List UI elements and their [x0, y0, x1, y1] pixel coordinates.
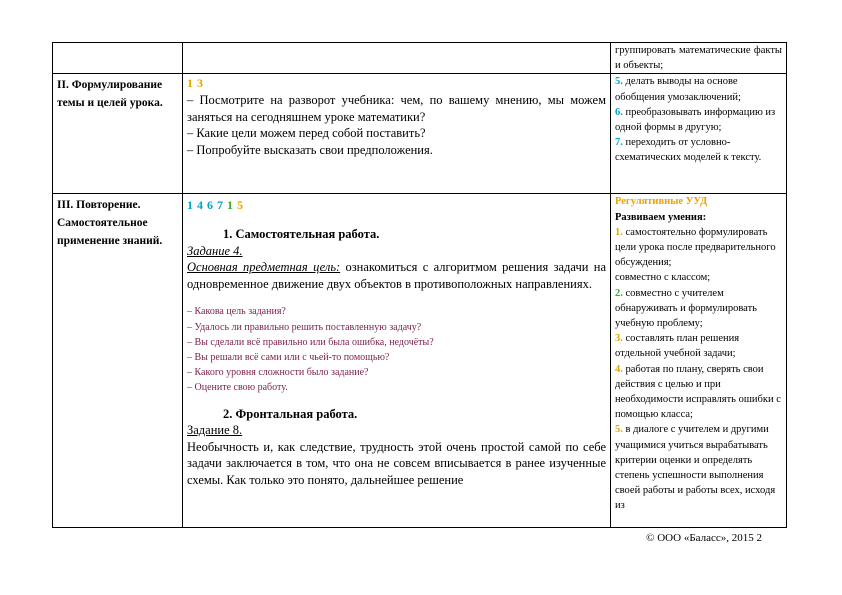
skill-item-number: 6.: [615, 106, 623, 118]
skill-item-number: 4.: [615, 363, 623, 375]
skill-number: 1: [227, 198, 233, 213]
skill-numbers: [187, 196, 606, 214]
teacher-questions: [187, 92, 606, 158]
skill-item-number: 7.: [615, 137, 623, 149]
content-cell: [183, 194, 611, 528]
skill-group-title: Регулятивные УУД: [615, 196, 708, 208]
skill-number: 1: [187, 76, 193, 91]
skill-item-text: делать выводы на основе обобщения умозаключений;: [615, 76, 741, 103]
skills-cell: [611, 43, 787, 74]
skill-item-number: 2.: [615, 287, 623, 299]
task-label: Задание 8.: [187, 423, 243, 438]
section-heading: 1. Самостоятельная работа.: [223, 227, 380, 242]
task-body: Необычность и, как следствие, трудность этой очень простой самой по себе задачи заключается в том, что она не совсем вписывается в ранее изученные схемы. Как только это понято, дальнейшее решение: [187, 439, 606, 487]
skill-item-text: преобразовывать информацию из одной формы в другую;: [615, 106, 776, 134]
skill-item-text: самостоятельно формулировать цели урока после предварительного обсуждения;: [615, 226, 776, 269]
skill-number: 6: [207, 198, 213, 213]
skill-item-number: 1.: [615, 226, 623, 238]
skill-number: 4: [197, 198, 203, 213]
skill-item-text: переходить от условно-схематических моделей к тексту.: [615, 137, 762, 164]
question-line: – Попробуйте высказать свои предположения.: [187, 142, 433, 157]
reflection-question: – Какого уровня сложности было задание?: [187, 367, 369, 379]
skill-item-text: в диалоге с учителем и другими учащимися учиться вырабатывать критерии оценки и определять степень успешности выполнения своей работы и работы всех, исходя из: [615, 424, 776, 512]
stage-cell: [53, 194, 183, 528]
skill-item: [615, 105, 782, 135]
table-row: [53, 74, 787, 194]
table-row: [53, 43, 787, 74]
task-label: Задание 4.: [187, 243, 243, 258]
section-heading: 2. Фронтальная работа.: [223, 406, 358, 421]
skills-cell: [611, 74, 787, 194]
skill-list: [615, 74, 782, 165]
skill-item: [615, 362, 782, 423]
skill-item: [615, 422, 782, 513]
reflection-question: – Какова цель задания?: [187, 306, 286, 318]
skill-item-text: совместно с учителем обнаруживать и формулировать учебную проблему;: [615, 287, 757, 330]
content-cell: [183, 74, 611, 194]
table-row: [53, 194, 787, 528]
skill-item: [615, 135, 782, 165]
skill-item: [615, 270, 782, 285]
skill-item-number: 5.: [615, 424, 623, 436]
stage-cell: [53, 43, 183, 74]
skill-item-number: 3.: [615, 333, 623, 345]
skill-item: [615, 74, 782, 104]
skills-cell: [611, 194, 787, 528]
reflection-question: – Вы решали всё сами или с чьей-то помощью?: [187, 352, 390, 364]
skill-number: 1: [187, 198, 193, 213]
skill-item: [615, 225, 782, 271]
skill-item: [615, 286, 782, 332]
footer-copyright: © ООО «Баласс», 2015 2: [646, 532, 762, 544]
stage-title: II. Формулирование темы и целей урока.: [57, 79, 163, 110]
reflection-question: – Оцените свою работу.: [187, 382, 288, 394]
reflection-question: – Вы сделали всё правильно или была ошибка, недочёты?: [187, 336, 434, 348]
goal-label: Основная предметная цель:: [187, 260, 341, 275]
goal-text: ознакомиться с алгоритмом решения задачи на одновременное движение двух объектов в противоположных направлениях.: [187, 260, 606, 291]
skill-item-text: работая по плану, сверять свои действия с целью и при необходимости исправлять ошибки с помощью класса;: [615, 363, 781, 421]
skill-item: [615, 331, 782, 361]
task-goal: [187, 259, 606, 292]
skill-item-number: 5.: [615, 76, 623, 88]
lesson-table: [52, 42, 787, 528]
content-cell: [183, 43, 611, 74]
skill-item-text: составлять план решения отдельной учебной задачи;: [615, 333, 740, 360]
skill-numbers: [187, 74, 606, 92]
question-line: – Какие цели можем перед собой поставить?: [187, 126, 426, 141]
stage-cell: [53, 74, 183, 194]
skill-number: 7: [217, 198, 223, 213]
skill-list: [615, 225, 782, 514]
skill-number: 3: [197, 76, 203, 91]
stage-title: III. Повторение. Самостоятельное применение знаний.: [57, 199, 163, 248]
skill-item-text: совместно с классом;: [615, 272, 711, 284]
question-line: – Посмотрите на разворот учебника: чем, по вашему мнению, мы можем заняться на сегодняшнем уроке математики?: [187, 93, 606, 124]
reflection-questions: [187, 304, 606, 395]
skill-group-subtitle: Развиваем умения:: [615, 211, 707, 223]
skill-text: группировать математические факты и объекты;: [615, 45, 782, 72]
skill-number: 5: [237, 198, 243, 213]
reflection-question: – Удалось ли правильно решить поставленную задачу?: [187, 321, 422, 333]
